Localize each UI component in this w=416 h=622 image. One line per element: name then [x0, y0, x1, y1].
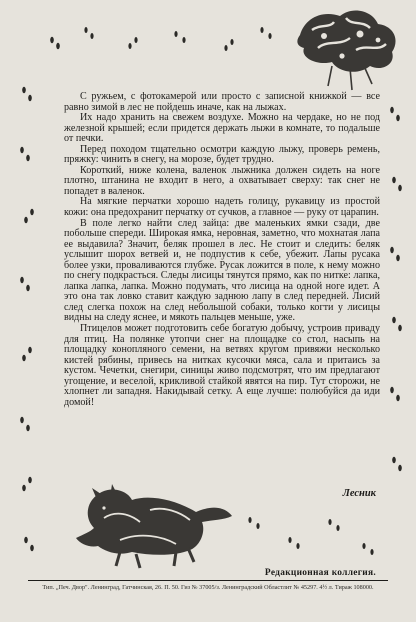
- fox-icon: [76, 484, 232, 568]
- paragraph-4: Короткий, ниже колена, валенок лыжника должен сидеть на ноге плотно, штанина не входит в него, а охватывает сверху: так снег не попадет в валенок.: [64, 164, 380, 197]
- paragraph-3: Перед походом тщательно осмотри каждую лыжу, проверь ремень, пряжку: чинить в снегу, на морозе, будет трудно.: [64, 143, 380, 166]
- paragraph-7: Птицелов может подготовить себе богатую добычу, устроив приваду для птиц. На полянке утопчи снег на площадке со стол, насыпь на площадку конопляного семени, на ветвях кругом привяжи несколько кистей рябины, привесь на нитках кусочки мяса, сала и притаись за кустом. Чечетки, снегири, синицы живо подсмотрят, что им предлагают угощение, и веселой, крикливой стайкой явятся на пир. Тут сторожи, не хлопнет ли западня. Накидывай сетку. А еще лучше: полюбуйся да иди домой!: [64, 323, 380, 408]
- printing-imprint: Тип. „Печ. Двор". Ленинград, Гатчинская, 26. П. 50. Гиз № 37005/з. Ленинградский Областлит № 45297. 4½ л. Тираж 108000.: [42, 584, 374, 591]
- snowy-bush-icon: [297, 10, 395, 90]
- paragraph-5: На мягкие перчатки хорошо надеть голицу, рукавицу из простой кожи: она предохранит перчатку от сучков, а главное — руку от царапин.: [64, 196, 380, 219]
- paragraph-1: С ружьем, с фотокамерой или просто с записной книжкой — все равно зимой в лес не пойдешь иначе, как на лыжах.: [64, 91, 380, 113]
- footer-divider: [28, 580, 388, 581]
- editorial-board: Редакционная коллегия.: [264, 568, 376, 578]
- author-signature: Лесник: [342, 488, 376, 499]
- paragraph-6: В поле легко найти след зайца: две маленьких ямки сзади, две побольше спереди. Широкая ямка, неровная, заметно, что мохнатая лапа ее выдавила? Значит, беляк прошел в лес. Не стоит и следить: беляк услышит шорох ветвей и, не подпустив к себе, убежит. Лапы русака более узки, проваливаются глубже. Русак ложится в поле, к нему можно по снегу подкрасться. Следы лисицы тянутся прямо, как по нитке: лапка, лапка лапка, лапка. Можно подумать, что лисица на одной ноге идет. А это она так ловко ставит каждую заднюю лапу в след передней. Лисий след слегка похож на след небольшой собаки, только когти у лисицы видны на следу яснее, и мякоть пальцев меньше, уже.: [64, 217, 380, 324]
- paragraph-2: Их надо хранить на свежем воздухе. Можно на чердаке, но не под железной крышей; если придется держать лыжи в комнате, то подальше от печки.: [64, 112, 380, 145]
- article-body: [64, 92, 380, 408]
